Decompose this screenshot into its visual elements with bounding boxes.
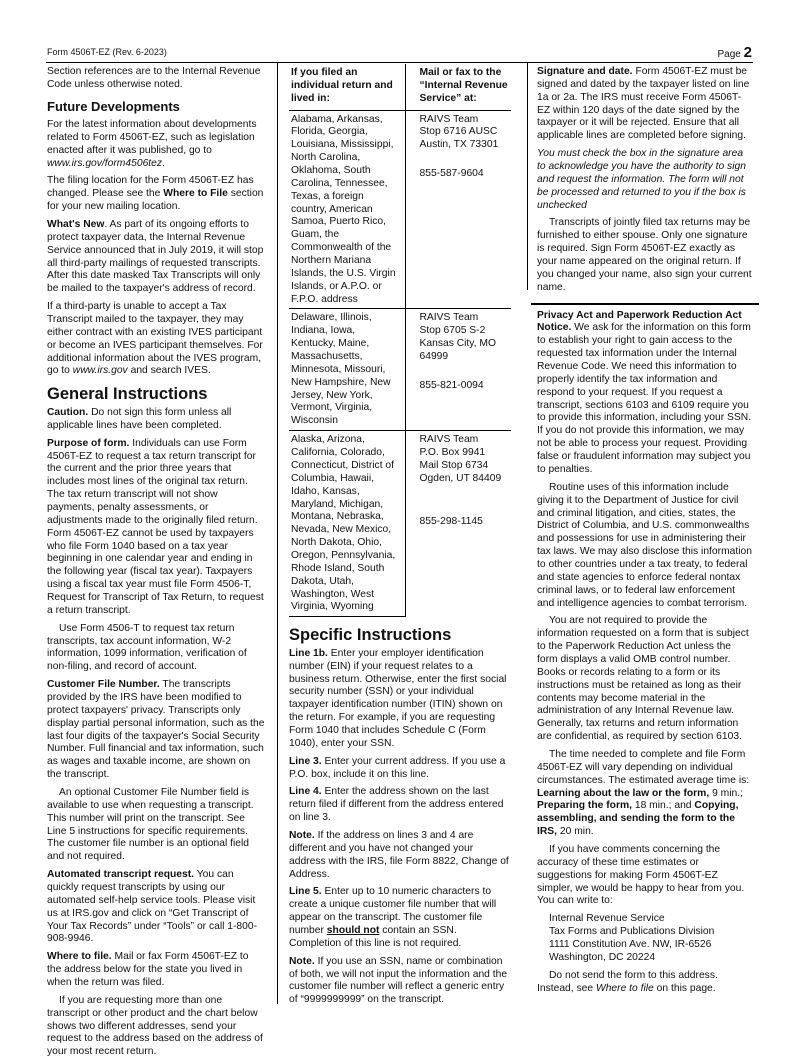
- filing-text: The filing location for the Form 4506T-EZ has changed. Please see the Where to File section for your new mailing location.: [47, 175, 264, 213]
- signature-text: Signature and date. Form 4506T-EZ must be signed and dated by the taxpayer listed on line 1a or 2a. The IRS must receive Form 4506T-EZ within 120 days of the date signed by the taxpayer or it will be rejected. Ensure that all applicable lines are completed before signing.: [537, 66, 750, 142]
- general-heading: General Instructions: [47, 385, 208, 404]
- line-5-text: Line 5. Enter up to 10 numeric characters to create a unique customer file number that will appear on the transcript. The customer file number should not contain an SSN. Completion of this line is not required.: [289, 886, 497, 949]
- page-label: Page: [717, 49, 741, 60]
- header-rule: [46, 62, 753, 63]
- future-text: For the latest information about developments related to Form 4506T-EZ, such as legislation enacted after it was published, go to www.irs.gov/form4506tez.: [47, 118, 257, 169]
- optional-cfn-text: An optional Customer File Number field is available to use when requesting a transcript. This number will print on the transcript. See Line 5 instructions for specific requirements. The customer file number is an optional field and not required.: [47, 786, 254, 863]
- phone-number: 855-298-1145: [419, 515, 483, 527]
- states-cell: Alaska, Arizona, California, Colorado, Connecticut, District of Columbia, Hawaii, Idaho, Kansas, Maryland, Michigan, Montana, Nebraska, Nevada, New Mexico, North Dakota, Ohio, Oregon, Pennsylvania, Rhode Island, South Dakota, Utah, Washington, West Virginia, Wyoming: [289, 431, 405, 617]
- page-indicator: [718, 44, 752, 63]
- column-divider-2: [527, 62, 528, 290]
- phone-number: 855-587-9604: [419, 168, 484, 180]
- page-number: 2: [743, 44, 752, 61]
- cfn-text: Customer File Number. The transcripts provided by the IRS have been modified to protect taxpayers' privacy. Transcripts only display partial personal information, such as the last four digits of the taxpayer's Social Security Number. Full financial and tax information, such as wages and taxable income, are shown on the transcript.: [47, 679, 265, 781]
- line-1b-text: Line 1b. Enter your employer identification number (EIN) if your request relates to a business return. Otherwise, enter the first social security number (SSN) or your individual taxpayer identification number (ITIN) shown on the return. For example, if you are requesting Form 1040 that includes Schedule C (Form 1040), enter your SSN.: [289, 647, 507, 749]
- states-cell: Delaware, Illinois, Indiana, Iowa, Kentucky, Maine, Massachusetts, Minnesota, Missouri, New Hampshire, New Jersey, New York, Vermont, Virginia, Wisconsin: [289, 309, 405, 431]
- comments-text: If you have comments concerning the accuracy of these time estimates or suggestions for making Form 4506T-EZ simpler, we would be happy to hear from you. You can write to:: [537, 843, 745, 907]
- table-row: [289, 309, 511, 431]
- whats-new: What's New. As part of its ongoing efforts to protect taxpayer data, the Internal Revenue Service announced that in July 2019, it will stop all third-party mailings of requested transcripts. After this date masked Tax Transcripts will only be mailed to the taxpayer's address of record.: [47, 218, 264, 295]
- joint-returns-text: Transcripts of jointly filed tax returns may be furnished to either spouse. Only one signature is required. Sign Form 4506T-EZ exactly as your name appeared on the original return. If you changed your name, also sign your current name.: [537, 217, 752, 293]
- caution-text: Caution. Do not sign this form unless all applicable lines have been completed.: [47, 406, 232, 431]
- form-id: Form 4506T-EZ (Rev. 6-2023): [47, 47, 167, 57]
- privacy-text: Privacy Act and Paperwork Reduction Act Notice. We ask for the information on this form to establish your right to gain access to the requested tax information under the Internal Revenue Code. We need this information to properly identify the tax information and respond to your request. If you request a transcript, sections 6103 and 6109 require you to provide this information, including your SSN. If you do not provide this information, we may not be able to process your request. Providing false or fraudulent information may subject you to penalties.: [537, 309, 752, 475]
- not-required-text: You are not required to provide the information requested on a form that is subject to the Paperwork Reduction Act unless the form displays a valid OMB control number. Books or records relating to a form or its instructions must be retained as long as their contents may become material in the administration of any Internal Revenue law. Generally, tax returns and return information are confidential, as required by section 6103.: [537, 615, 749, 743]
- third-party-text: If a third-party is unable to accept a Tax Transcript mailed to the taxpayer, they may either contract with an existing IVES participant or become an IVES participant themselves. For additional information about the IVES program, go to www.irs.gov and search IVES.: [47, 301, 263, 377]
- address-table: [289, 64, 511, 617]
- table-row: [289, 110, 511, 309]
- time-estimate-text: The time needed to complete and file Form 4506T-EZ will vary depending on individual circumstances. The estimated average time is: Learning about the law or the form, 9 min.; Preparing the form, 18 min.; and Copying, assembling, and sending the form to the IRS, 20 min.: [537, 748, 750, 838]
- table-row: [289, 431, 511, 617]
- line-4-text: Line 4. Enter the address shown on the last return filed if different from the address entered on line 3.: [289, 786, 504, 824]
- routine-uses-text: Routine uses of this information include giving it to the Department of Justice for civil and criminal litigation, and cities, states, the District of Columbia, and U.S. commonwealths and possessions for use in administering their tax laws. We may also disclose this information to other countries under a tax treaty, to federal and state agencies to enforce federal nontax criminal laws, or to federal law enforcement and intelligence agencies to combat terrorism.: [537, 481, 752, 609]
- table-header-address: Mail or fax to the “Internal Revenue Service” at:: [419, 67, 508, 104]
- more-than-one-text: If you are requesting more than one transcript or other product and the chart below shows two different addresses, send your request to the address based on the address of your most recent return.: [47, 994, 263, 1058]
- section-separator: [531, 303, 759, 305]
- automated-text: Automated transcript request. You can quickly request transcripts by using our automated self-help service tools. Please visit us at IRS.gov and click on “Get Transcript of Your Tax Records” under “Tools” or call 1-800-908-9946.: [47, 869, 258, 945]
- phone-number: 855-821-0094: [419, 379, 484, 391]
- specific-heading: Specific Instructions: [289, 626, 452, 645]
- irs-url[interactable]: www.irs.gov: [72, 365, 128, 377]
- note-ssn-text: Note. If you use an SSN, name or combination of both, we will not input the information and the customer file number will reflect a generic entry of “9999999999” on the transcript.: [289, 955, 508, 1006]
- purpose-text: Purpose of form. Individuals can use Form 4506T-EZ to request a tax return transcript for the current and the prior three years that includes most lines of the original tax return. The tax return transcript will not show payments, penalty assessments, or adjustments made to the originally filed return. Form 4506T-EZ cannot be used by taxpayers who file Form 1040 based on a tax year beginning in one calendar year and ending in the following year (fiscal tax year). Taxpayers using a fiscal tax year must file Form 4506-T, Request for Transcript of Tax Return, to request a return transcript.: [47, 437, 264, 616]
- checkbox-text: You must check the box in the signature area to acknowledge you have the authority to sign and request the information. The form will not be processed and returned to you if the box is unchecked: [537, 148, 746, 211]
- intro-text: Section references are to the Internal Revenue Code unless otherwise noted.: [47, 66, 261, 90]
- states-cell: Alabama, Arkansas, Florida, Georgia, Louisiana, Mississippi, North Carolina, Oklahoma, South Carolina, Tennessee, Texas, a foreign country, American Samoa, Puerto Rico, Guam, the Commonwealth of the Northern Mariana Islands, the U.S. Virgin Islands, or A.P.O. or F.P.O. address: [289, 110, 405, 309]
- address-cell: RAIVS Team Stop 6716 AUSC Austin, TX 73301 855-587-9604: [405, 110, 511, 309]
- where-to-file-text: Where to file. Mail or fax Form 4506T-EZ to the address below for the state you lived in when the return was filed.: [47, 951, 249, 989]
- irs-mailing-address: Internal Revenue Service Tax Forms and Publications Division 1111 Constitution Ave. NW, IR-6526 Washington, DC 20224: [549, 913, 715, 963]
- future-heading: Future Developments: [47, 98, 180, 114]
- table-header-states: If you filed an individual return and lived in:: [289, 64, 405, 110]
- address-cell: RAIVS Team P.O. Box 9941 Mail Stop 6734 Ogden, UT 84409 855-298-1145: [405, 431, 511, 617]
- line-3-text: Line 3. Enter your current address. If you use a P.O. box, include it on this line.: [289, 755, 506, 780]
- column-2: [289, 64, 509, 1012]
- note-address-text: Note. If the address on lines 3 and 4 are different and you have not changed your address with the IRS, file Form 8822, Change of Address.: [289, 830, 509, 880]
- future-url[interactable]: www.irs.gov/form4506tez: [47, 157, 163, 169]
- do-not-send-text: Do not send the form to this address. Instead, see Where to file on this page.: [537, 969, 718, 994]
- column-3: [537, 66, 753, 1000]
- column-divider-1: [277, 62, 278, 1004]
- column-1: [47, 66, 265, 1064]
- use-4506t-text: Use Form 4506-T to request tax return transcripts, tax account information, W-2 information, 1099 information, verification of non-filing, and record of account.: [47, 622, 247, 673]
- address-cell: RAIVS Team Stop 6705 S-2 Kansas City, MO 64999 855-821-0094: [405, 309, 511, 431]
